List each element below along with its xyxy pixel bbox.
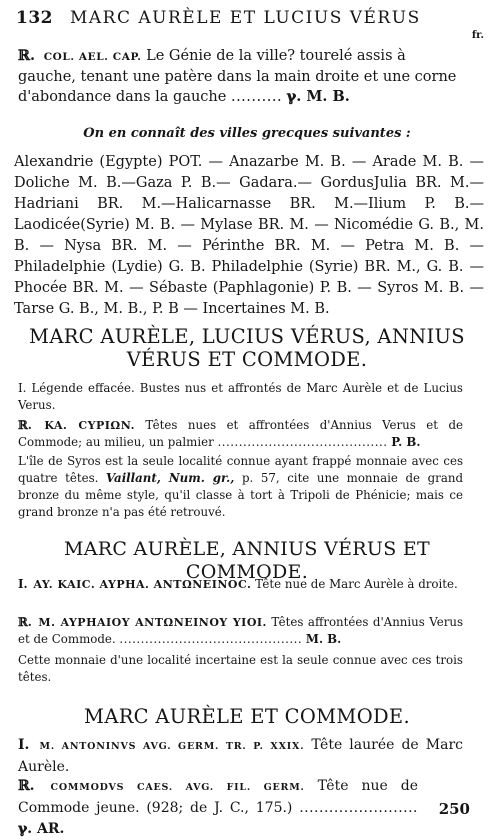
page-number: 132 bbox=[16, 8, 53, 28]
rarity-reference: M. B. bbox=[305, 632, 342, 646]
reverse-symbol: ℝ. bbox=[18, 418, 32, 432]
dot-leader: ........................ bbox=[299, 800, 418, 816]
coin-description: Têtes affrontées d'Annius Verus et de Commode. bbox=[18, 615, 464, 646]
coin-description: Têtes nues et affrontées d'Annius Verus et de Commode; au milieu, un palmier bbox=[18, 418, 464, 449]
coin-legend: M. AYPHAIOY ANTΩNEINOY YIOI. bbox=[38, 616, 267, 629]
coin-description: Le Génie de la ville? tourelé assis à gauche, tenant une patère dans la main droite et une corne d'abondance dans la gauche bbox=[18, 48, 457, 105]
cities-list: Alexandrie (Egypte) POT. — Anazarbe M. B. — Arade M. B. — Doliche M. B.—Gaza P. B.— Gadara.— GordusJulia BR. M.—Hadriani BR. M.—Halicarnasse BR. M.—Ilium P. B.—Laodicée(Syrie) M. B. — Mylase BR. M. — Nicomédie G. B., M. B. — Nysa BR. M. — Périnthe BR. M. — Petra M. B. — Philadelphie (Lydie) G. B. Philadelphie (Syrie) BR. M., G. B. — Phocée BR. M. — Sébaste (Paphlagonie) P. B. — Syros M. B. — Tarse G. B., M. B., P. B — Incertaines M. B. bbox=[14, 154, 484, 317]
running-title: MARC AURÈLE ET LUCIUS VÉRUS bbox=[70, 8, 421, 28]
coin-description: Tête nue de Marc Aurèle à droite. bbox=[255, 577, 458, 591]
entry-number: I. bbox=[18, 577, 28, 591]
section3-entry-1 bbox=[18, 735, 463, 778]
section1-entry-2 bbox=[18, 417, 463, 451]
corner-mark: fr. bbox=[471, 30, 484, 41]
section2-note: Cette monnaie d'une localité incertaine est la seule connue avec ces trois têtes. bbox=[18, 653, 463, 684]
section2-entry-1 bbox=[18, 576, 463, 593]
coin-description: Tête nue de Commode jeune. (928; de J. C., 175.) bbox=[18, 778, 419, 816]
col-entry bbox=[18, 46, 458, 107]
cities-intro: On en connaît des villes grecques suivantes : bbox=[83, 126, 411, 141]
coin-legend: COMMODVS CAES. AVG. FIL. GERM. bbox=[50, 782, 305, 793]
price-value: 250 bbox=[438, 800, 470, 818]
dot-leader: .......... bbox=[230, 89, 283, 105]
note-text-c: p. 57, cite une monnaie de grand bronze du même style, qu'il classe à tort à Tripoli de Phénicie; mais ce grand bronze n'a pas été retrouvé. bbox=[18, 471, 463, 519]
rarity-reference: ℽ. AR. bbox=[18, 821, 65, 837]
entry-number: I. bbox=[18, 737, 30, 753]
section2-entry-2 bbox=[18, 614, 463, 648]
section-title-3: MARC AURÈLE ET COMMODE. bbox=[84, 705, 410, 728]
dot-leader: ........................................ bbox=[217, 435, 388, 449]
dot-leader: ........................................... bbox=[119, 632, 303, 646]
coin-legend: M. ANTONINVS AVG. GERM. TR. P. XXIX. bbox=[39, 741, 305, 752]
note-citation: Vaillant, Num. gr., bbox=[105, 471, 235, 485]
section-title-1b: VÉRUS ET COMMODE. bbox=[126, 348, 368, 371]
section-title-1a: MARC AURÈLE, LUCIUS VÉRUS, ANNIUS bbox=[29, 325, 465, 348]
rarity-reference: ℽ. M. B. bbox=[286, 88, 350, 105]
section1-entry-1: I. Légende effacée. Bustes nus et affrontés de Marc Aurèle et de Lucius Verus. bbox=[18, 381, 463, 412]
coin-legend: KA. CYPIΩN. bbox=[44, 419, 135, 432]
coin-description: Tête laurée de Marc Aurèle. bbox=[18, 737, 463, 775]
reverse-symbol: ℝ. bbox=[18, 615, 32, 629]
section3-entry-2 bbox=[18, 776, 418, 840]
coin-legend: COL. AEL. CAP. bbox=[43, 51, 142, 63]
reverse-symbol: ℝ. bbox=[18, 47, 36, 64]
reverse-symbol: ℝ. bbox=[18, 778, 35, 794]
coin-legend: AY. KAIC. AYPHA. ANTΩNEINOC. bbox=[33, 578, 252, 591]
section1-note bbox=[18, 453, 463, 521]
rarity-reference: P. B. bbox=[391, 435, 421, 449]
section-title-2: MARC AURÈLE, ANNIUS VÉRUS ET COMMODE. bbox=[64, 538, 430, 583]
note-text-a: L'île de Syros est la seule localité connue ayant frappé monnaie avec ces quatre têtes. bbox=[18, 454, 463, 485]
page-header bbox=[16, 6, 484, 41]
